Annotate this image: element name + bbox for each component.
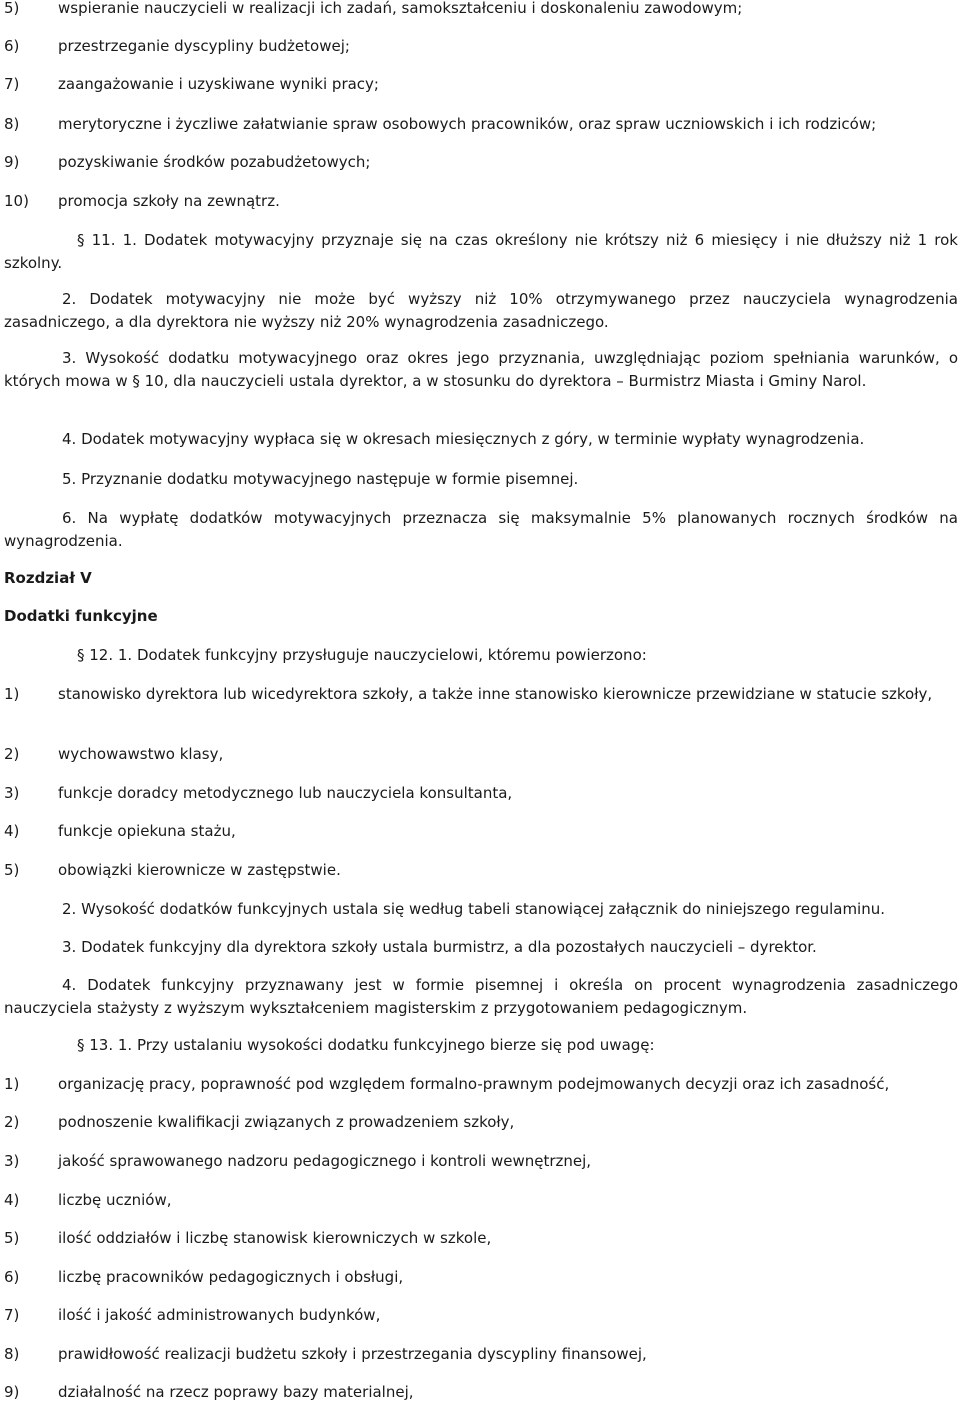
list-number: 7)	[4, 1306, 20, 1324]
paragraph-13-1: § 13. 1. Przy ustalaniu wysokości dodatku funkcyjnego bierze się pod uwagę:	[77, 1036, 655, 1054]
list-item	[4, 820, 958, 843]
list-text: wychowawstwo klasy,	[58, 745, 224, 763]
list-text: liczbę uczniów,	[58, 1191, 172, 1209]
list-number: 5)	[4, 861, 20, 879]
list-text: stanowisko dyrektora lub wicedyrektora szkoły, a także inne stanowisko kierownicze przewidziane w statucie szkoły,	[58, 685, 933, 703]
list-text: merytoryczne i życzliwe załatwianie spraw osobowych pracowników, oraz spraw uczniowskich i ich rodziców;	[58, 115, 877, 133]
list-text: prawidłowość realizacji budżetu szkoły i przestrzegania dyscypliny finansowej,	[58, 1345, 647, 1363]
list-item	[4, 1266, 958, 1289]
list-item	[4, 782, 958, 805]
list-text: przestrzeganie dyscypliny budżetowej;	[58, 37, 350, 55]
list-item	[4, 113, 958, 136]
list-number: 4)	[4, 822, 20, 840]
list-number: 2)	[4, 1113, 20, 1131]
list-text: jakość sprawowanego nadzoru pedagogicznego i kontroli wewnętrznej,	[58, 1152, 592, 1170]
paragraph-11-6: 6. Na wypłatę dodatków motywacyjnych przeznacza się maksymalnie 5% planowanych rocznych środków na wynagrodzenia.	[4, 509, 958, 550]
chapter-subtitle: Dodatki funkcyjne	[4, 607, 158, 625]
list-number: 9)	[4, 153, 20, 171]
paragraph-12-2: 2. Wysokość dodatków funkcyjnych ustala się według tabeli stanowiącej załącznik do niniejszego regulaminu.	[62, 900, 886, 918]
list-text: ilość i jakość administrowanych budynków,	[58, 1306, 381, 1324]
list-number: 1)	[4, 685, 20, 703]
list-item	[4, 35, 958, 58]
list-text: wspieranie nauczycieli w realizacji ich zadań, samokształceniu i doskonaleniu zawodowym;	[58, 0, 743, 17]
list-number: 3)	[4, 1152, 20, 1170]
paragraph-12-4: 4. Dodatek funkcyjny przyznawany jest w formie pisemnej i określa on procent wynagrodzenia zasadniczego nauczyciela stażysty z wyższym wykształceniem magisterskim z przygotowaniem pedagogicznym.	[4, 976, 958, 1017]
paragraph-11-4: 4. Dodatek motywacyjny wypłaca się w okresach miesięcznych z góry, w terminie wypłaty wynagrodzenia.	[62, 430, 865, 448]
list-number: 2)	[4, 745, 20, 763]
list-item	[4, 0, 958, 20]
list-text: zaangażowanie i uzyskiwane wyniki pracy;	[58, 75, 379, 93]
list-number: 4)	[4, 1191, 20, 1209]
list-item	[4, 151, 958, 174]
chapter-title: Rozdział V	[4, 569, 92, 587]
list-item	[4, 683, 958, 706]
paragraph-11-2: 2. Dodatek motywacyjny nie może być wyższy niż 10% otrzymywanego przez nauczyciela wynagrodzenia zasadniczego, a dla dyrektora nie wyższy niż 20% wynagrodzenia zasadniczego.	[4, 290, 958, 331]
list-number: 5)	[4, 1229, 20, 1247]
list-number: 5)	[4, 0, 20, 17]
list-number: 6)	[4, 37, 20, 55]
list-item	[4, 1381, 958, 1404]
list-item	[4, 1150, 958, 1173]
paragraph-11-5: 5. Przyznanie dodatku motywacyjnego następuje w formie pisemnej.	[62, 470, 579, 488]
list-text: promocja szkoły na zewnątrz.	[58, 192, 280, 210]
list-text: funkcje doradcy metodycznego lub nauczyciela konsultanta,	[58, 784, 513, 802]
list-text: działalność na rzecz poprawy bazy materialnej,	[58, 1383, 414, 1401]
list-number: 1)	[4, 1075, 20, 1093]
list-number: 3)	[4, 784, 20, 802]
list-text: liczbę pracowników pedagogicznych i obsługi,	[58, 1268, 404, 1286]
list-text: funkcje opiekuna stażu,	[58, 822, 236, 840]
paragraph-12-3: 3. Dodatek funkcyjny dla dyrektora szkoły ustala burmistrz, a dla pozostałych nauczycieli – dyrektor.	[62, 938, 817, 956]
list-item	[4, 190, 958, 213]
list-item	[4, 1304, 958, 1327]
paragraph-12-1: § 12. 1. Dodatek funkcyjny przysługuje nauczycielowi, któremu powierzono:	[77, 646, 647, 664]
list-number: 7)	[4, 75, 20, 93]
list-item	[4, 743, 958, 766]
list-text: obowiązki kierownicze w zastępstwie.	[58, 861, 341, 879]
list-number: 8)	[4, 1345, 20, 1363]
list-item	[4, 1343, 958, 1366]
list-text: podnoszenie kwalifikacji związanych z prowadzeniem szkoły,	[58, 1113, 515, 1131]
list-item	[4, 1073, 958, 1096]
paragraph-11-3: 3. Wysokość dodatku motywacyjnego oraz okres jego przyznania, uwzględniając poziom spełniania warunków, o których mowa w § 10, dla nauczycieli ustala dyrektor, a w stosunku do dyrektora – Burmistrz Miasta i Gminy Narol.	[4, 349, 958, 390]
list-number: 8)	[4, 115, 20, 133]
list-text: organizację pracy, poprawność pod względem formalno-prawnym podejmowanych decyzji oraz ich zasadność,	[58, 1075, 890, 1093]
list-item	[4, 1189, 958, 1212]
list-item	[4, 73, 958, 96]
list-item	[4, 1111, 958, 1134]
list-item	[4, 859, 958, 882]
paragraph-11-1: § 11. 1. Dodatek motywacyjny przyznaje się na czas określony nie krótszy niż 6 miesięcy i nie dłuższy niż 1 rok szkolny.	[4, 231, 958, 272]
list-number: 6)	[4, 1268, 20, 1286]
list-item	[4, 1227, 958, 1250]
list-text: ilość oddziałów i liczbę stanowisk kierowniczych w szkole,	[58, 1229, 492, 1247]
list-number: 9)	[4, 1383, 20, 1401]
list-text: pozyskiwanie środków pozabudżetowych;	[58, 153, 371, 171]
list-number: 10)	[4, 192, 29, 210]
